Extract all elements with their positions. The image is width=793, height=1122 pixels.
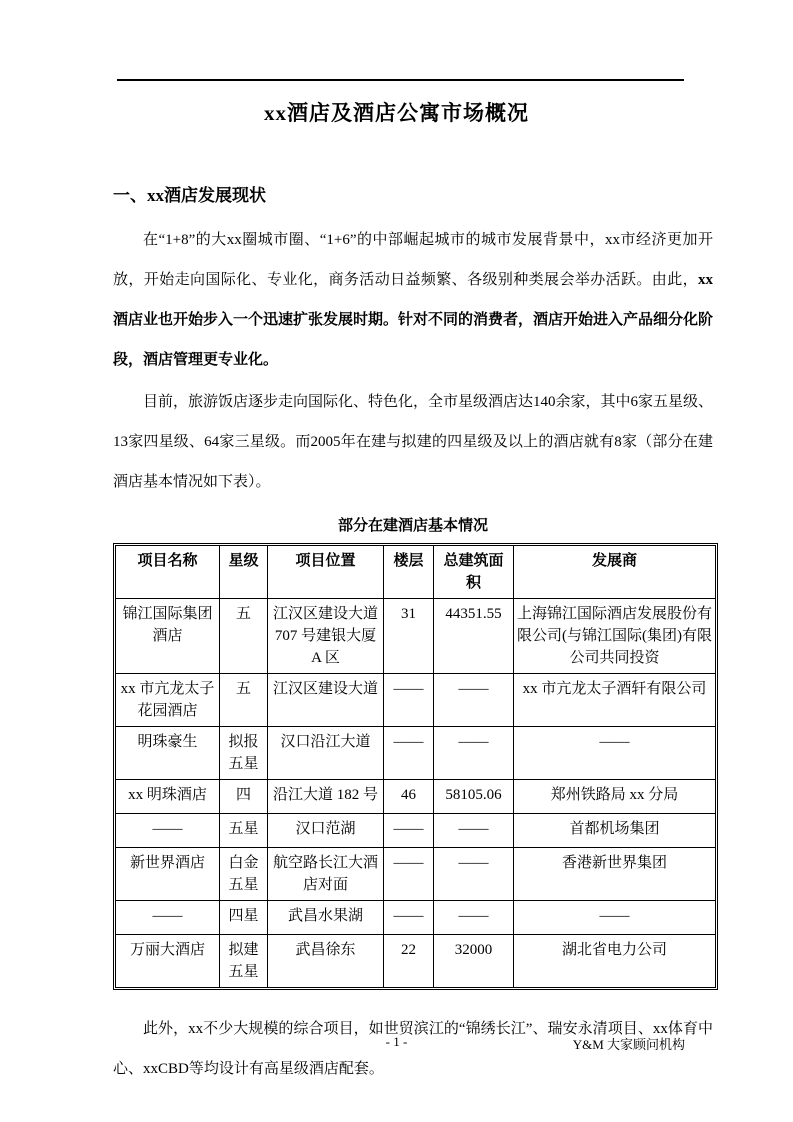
table-cell: xx 市亢龙太子酒轩有限公司 bbox=[514, 674, 716, 727]
table-cell: 武昌徐东 bbox=[268, 935, 384, 988]
table-cell: 万丽大酒店 bbox=[116, 935, 220, 988]
document-body bbox=[113, 127, 713, 1089]
table-cell: —— bbox=[384, 674, 434, 727]
table-caption: 部分在建酒店基本情况 bbox=[337, 518, 488, 534]
table-cell: 上海锦江国际酒店发展股份有限公司(与锦江国际(集团)有限公司共同投资 bbox=[514, 599, 716, 674]
table-row bbox=[116, 848, 716, 901]
table-cell: —— bbox=[434, 814, 514, 848]
table-cell: 武昌水果湖 bbox=[268, 901, 384, 935]
table-cell: 湖北省电力公司 bbox=[514, 935, 716, 988]
paragraph-development bbox=[113, 206, 713, 380]
footer-company: Y&M 大家顾问机构 bbox=[572, 1037, 685, 1052]
table-cell: 白金五星 bbox=[220, 848, 268, 901]
hotels-table bbox=[115, 545, 716, 988]
table-cell: xx 明珠酒店 bbox=[116, 780, 220, 814]
table-cell: —— bbox=[514, 901, 716, 935]
paragraph-current-status: 目前，旅游饭店逐步走向国际化、特色化，全市星级酒店达140余家，其中6家五星级、13家四星级、64家三星级。而2005年在建与拟建的四星级及以上的酒店就有8家（部分在建酒店基本情况如下表）。 bbox=[113, 394, 714, 490]
table-cell: 22 bbox=[384, 935, 434, 988]
table-cell: 58105.06 bbox=[434, 780, 514, 814]
paragraph-development-normal: 在“1+8”的大xx圈城市圈、“1+6”的中部崛起城市的城市发展背景中，xx市经济更加开放，开始走向国际化、专业化，商务活动日益频繁、各级别种类展会举办活跃。由此， bbox=[113, 232, 713, 288]
table-row bbox=[116, 780, 716, 814]
table-row bbox=[116, 814, 716, 848]
table-cell: 五 bbox=[220, 599, 268, 674]
table-header-cell: 总建筑面积 bbox=[434, 546, 514, 599]
table-cell: 汉口沿江大道 bbox=[268, 727, 384, 780]
table-body bbox=[116, 599, 716, 988]
table-cell: 航空路长江大酒店对面 bbox=[268, 848, 384, 901]
table-cell: xx 市亢龙太子花园酒店 bbox=[116, 674, 220, 727]
section-heading: 一、xx酒店发展现状 bbox=[113, 186, 266, 205]
hotels-table-border bbox=[113, 543, 718, 990]
table-row bbox=[116, 901, 716, 935]
table-cell: 31 bbox=[384, 599, 434, 674]
page-title: xx酒店及酒店公寓市场概况 bbox=[264, 101, 529, 125]
table-cell: 汉口范湖 bbox=[268, 814, 384, 848]
table-cell: 锦江国际集团酒店 bbox=[116, 599, 220, 674]
table-cell: 五星 bbox=[220, 814, 268, 848]
table-cell: 新世界酒店 bbox=[116, 848, 220, 901]
table-cell: —— bbox=[116, 814, 220, 848]
page-footer bbox=[0, 1034, 793, 1050]
table-cell: 香港新世界集团 bbox=[514, 848, 716, 901]
table-cell: 四星 bbox=[220, 901, 268, 935]
table-cell: 沿江大道 182 号 bbox=[268, 780, 384, 814]
paragraph-other-projects: 此外，xx不少大规模的综合项目，如世贸滨江的“锦绣长江”、瑞安永清项目、xx体育中心、xxCBD等均设计有高星级酒店配套。 bbox=[113, 1021, 713, 1077]
table-cell: 首都机场集团 bbox=[514, 814, 716, 848]
table-cell: —— bbox=[116, 901, 220, 935]
table-cell: 明珠豪生 bbox=[116, 727, 220, 780]
table-cell: 四 bbox=[220, 780, 268, 814]
table-cell: 44351.55 bbox=[434, 599, 514, 674]
table-cell: —— bbox=[434, 901, 514, 935]
table-cell: 46 bbox=[384, 780, 434, 814]
table-header-row bbox=[116, 546, 716, 599]
table-row bbox=[116, 935, 716, 988]
table-header-cell: 项目位置 bbox=[268, 546, 384, 599]
table-cell: —— bbox=[514, 727, 716, 780]
table-row bbox=[116, 727, 716, 780]
paragraph-development-bold: xx酒店业也开始步入一个迅速扩张发展时期。针对不同的消费者，酒店开始进入产品细分化阶段，酒店管理更专业化。 bbox=[113, 272, 714, 368]
table-cell: 32000 bbox=[434, 935, 514, 988]
table-header-cell: 楼层 bbox=[384, 546, 434, 599]
table-cell: —— bbox=[384, 727, 434, 780]
table-cell: 五 bbox=[220, 674, 268, 727]
table-header-cell: 星级 bbox=[220, 546, 268, 599]
table-cell: —— bbox=[384, 848, 434, 901]
table-cell: —— bbox=[384, 814, 434, 848]
footer-page-number: - 1 - bbox=[385, 1034, 408, 1049]
header-rule bbox=[117, 79, 684, 81]
table-cell: 江汉区建设大道 bbox=[268, 674, 384, 727]
table-cell: 郑州铁路局 xx 分局 bbox=[514, 780, 716, 814]
table-header-cell: 项目名称 bbox=[116, 546, 220, 599]
table-cell: —— bbox=[434, 674, 514, 727]
table-cell: 拟报五星 bbox=[220, 727, 268, 780]
table-header-cell: 发展商 bbox=[514, 546, 716, 599]
table-cell: —— bbox=[434, 848, 514, 901]
table-cell: —— bbox=[384, 901, 434, 935]
table-cell: 江汉区建设大道707 号建银大厦A 区 bbox=[268, 599, 384, 674]
table-row bbox=[116, 599, 716, 674]
table-row bbox=[116, 674, 716, 727]
table-cell: —— bbox=[434, 727, 514, 780]
table-cell: 拟建五星 bbox=[220, 935, 268, 988]
